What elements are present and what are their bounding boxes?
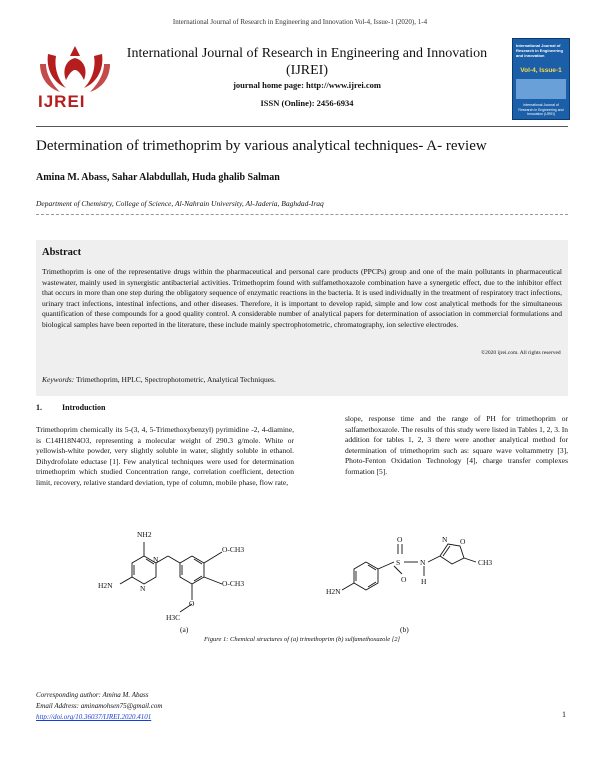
affiliation-divider [36,214,568,215]
page-number: 1 [562,710,566,719]
label-a: (a) [180,625,189,634]
keywords-label: Keywords: [42,375,75,384]
abstract-text: Trimethoprim is one of the representative drugs within the pharmaceutical and personal care products (PPCPs) group and one of the main pollutants in pharmaceutical wastewater, mainly used in synergistic antibacterial activities. Trimethoprim found with sulfamethoxazole combination have a synergetic effect, due to the inhibitor effect that occurs in more than one step during the obligatory sequence of enzymatic reactions in the bacteria. It is used individually in the treatment of respiratory tract infections, urinary tract infections, intestinal infections, and other diseases. Therefore, it is important to develop rapid, simple and low cost analytical methods for the simultaneous quantification of these compounds for a good quality control. A considerable number of analytical papers for determination of association in commercial formulations and biological samples have been reported in the literature, these include mainly spectrophotometric, chromatography, ion selective electrodes. [42,267,562,329]
section-number: 1. [36,403,42,412]
label-h2n-b: H2N [326,587,341,596]
corresponding-author: Corresponding author: Amina M. Abass [36,691,149,699]
abstract-heading: Abstract [42,247,82,258]
keywords-list: Trimethoprim, HPLC, Spectrophotometric, Analytical Techniques. [74,375,276,384]
label-och3-2: O-CH3 [222,579,245,588]
label-n-ring-lower: N [140,584,146,593]
label-o-bottom: O [189,599,195,608]
label-h-sulfonamide: H [421,577,427,586]
journal-home-page[interactable]: journal home page: http://www.ijrei.com [233,80,381,90]
intro-left-column: Trimethoprim chemically its 5-(3, 4, 5-Trimethoxybenzyl) pyrimidine -2, 4-diamine, is C14H18N4O3, representing a molecular weight of 290.3 g/mole. White or yellowish-white powder, very slightly soluble in water, slightly soluble in ethanol. Dihydrofolate eductase [1]. Few analytical techniques were used for determination trimethoprim which studied Concentration range, correlation coefficient, detection limit, recovery, relative standard deviation, type of column, mobile phase, flow rate, [36,425,294,487]
section-heading [36,403,105,412]
sulfamethoxazole-bonds [342,544,476,590]
email-address: Email Address: aminamohsen75@gmail.com [36,702,163,710]
label-nh2-top: NH2 [137,530,152,539]
copyright-notice: ©2020 ijrei.com. All rights reserved [481,350,561,356]
cover-title: International Journal of Research in Engineering and Innovation [516,43,563,58]
label-och3-1: O-CH3 [222,545,245,554]
journal-name: International Journal of Research in Engineering and Innovation [126,46,488,61]
running-head: International Journal of Research in Engineering and Innovation Vol-4, Issue-1 (2020), 1-4 [172,18,428,26]
label-o2: O [401,575,407,584]
intro-right-column: slope, response time and the range of PH for trimethoprim or salfamethoxazole. The results of this study were listed in Tables 1, 2, 3. In addition for tables 1, 2, 3 there were another analytical method for determination of trimethoprim such as: square wave voltammetry [3], Photo-Fenton Oxidation Technology [4], charge transfer complexes formation [5]. [345,414,568,476]
journal-abbreviation: (IJREI) [286,63,328,78]
section-title: Introduction [62,403,106,412]
paper-title: Determination of trimethoprim by various analytical techniques- A- review [36,138,487,154]
label-h3c: H3C [166,613,181,622]
doi-link[interactable]: http://doi.org/10.36037/IJREI.2020.4101 [36,713,152,721]
trimethoprim-bonds [120,542,222,612]
journal-cover-image [512,38,570,120]
figure-caption: Figure 1: Chemical structures of (a) trimethoprim (b) sulfamethoxazole [2] [203,636,401,643]
keywords [42,375,276,384]
label-n-sulfonamide: N [420,558,426,567]
label-n-ring-upper: N [153,555,159,564]
header-divider [36,126,568,127]
cover-volume: Vol-4, Issue-1 [520,67,562,74]
label-s: S [396,558,401,567]
journal-title [118,45,496,79]
label-o-oxazole: O [460,537,466,546]
author-list: Amina M. Abass, Sahar Alabdullah, Huda ghalib Salman [36,172,280,183]
label-n-oxazole: N [442,535,448,544]
label-o1: O [397,535,403,544]
journal-issn: ISSN (Online): 2456-6934 [260,98,354,108]
logo-text: IJREI [38,92,86,111]
affiliation: Department of Chemistry, College of Science, Al-Nahrain University, Al-Jaderia, Baghdad-Iraq [36,199,324,208]
label-h2n-left: H2N [98,581,113,590]
label-ch3-oxazole: CH3 [478,558,493,567]
cover-footer: International Journal of Research in Engineering and Innovation (IJREI) [518,103,564,116]
label-b: (b) [400,625,409,634]
cover-graphic [516,79,566,99]
chemical-structures-figure [36,522,568,640]
